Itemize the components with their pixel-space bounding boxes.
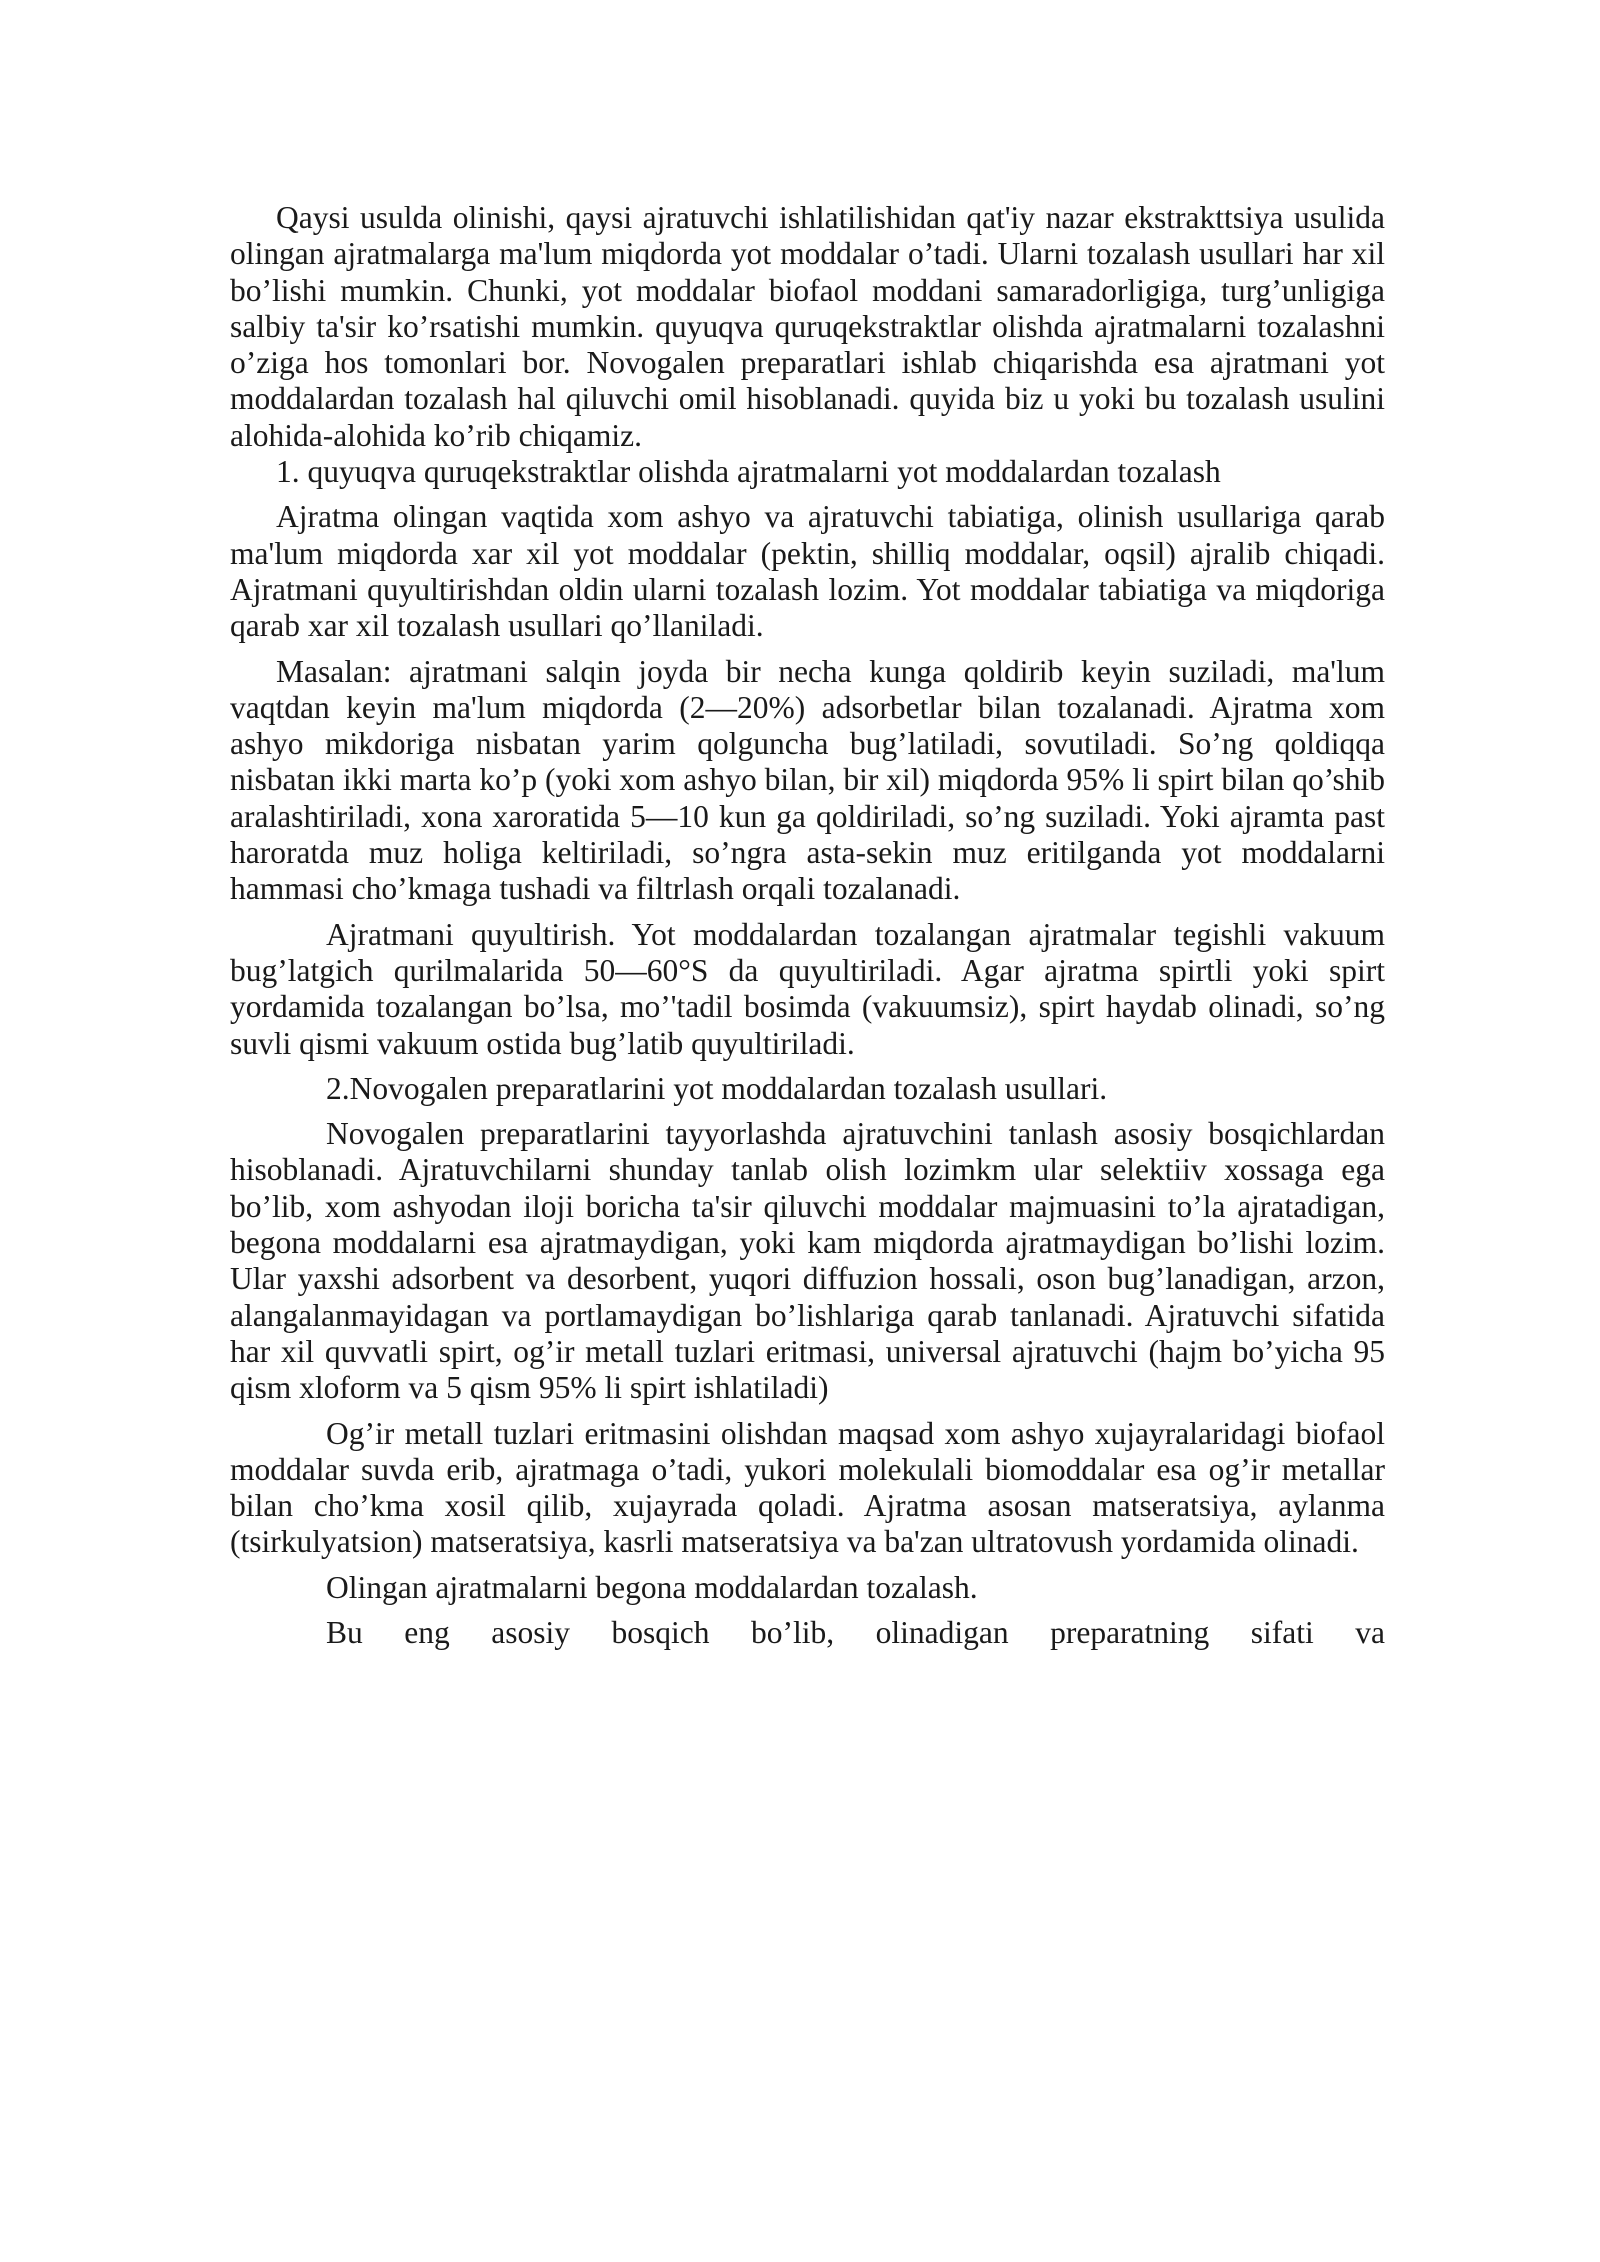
- heading-extract-cleaning: Olingan ajratmalarni begona moddalardan tozalash.: [326, 1569, 978, 1605]
- paragraph-main-stage: Bu eng asosiy bosqich bo’lib, olinadigan preparatning sifati va: [326, 1614, 1385, 1650]
- paragraph-concentration: Ajratmani quyultirish. Yot moddalardan tozalangan ajratmalar tegishli vakuum bug’latgich qurilmalarida 50—60°S da quyultiriladi. Agar ajratma spirtli yoki spirt yordamida tozalangan bo’lsa, mo’'tadil bosimda (vakuumsiz), spirt haydab olinadi, so’ng suvli qismi vakuum ostida bug’latib quyultiriladi.: [230, 916, 1385, 1061]
- paragraph-example-methods: Masalan: ajratmani salqin joyda bir necha kunga qoldirib keyin suziladi, ma'lum vaqtdan keyin ma'lum miqdorda (2—20%) adsorbetlar bilan tozalanadi. Ajratma xom ashyo mikdoriga nisbatan yarim qolguncha bug’latiladi, sovutiladi. So’ng qoldiqqa nisbatan ikki marta ko’p (yoki xom ashyo bilan, bir xil) miqdorda 95% li spirt bilan qo’shib aralashtiriladi, xona xaroratida 5—10 kun ga qoldiriladi, so’ng suziladi. Yoki ajramta past haroratda muz holiga keltiriladi, so’ngra asta-sekin muz eritilganda yot moddalarni hammasi cho’kmaga tushadi va filtrlash orqali tozalanadi.: [230, 653, 1385, 907]
- paragraph-impurities-intro: Qaysi usulda olinishi, qaysi ajratuvchi ishlatilishidan qat'iy nazar ekstrakttsiya usulida olingan ajratmalarga ma'lum miqdorda yot moddalar o’tadi. Ularni tozalash usullari har xil bo’lishi mumkin. Chunki, yot moddalar biofaol moddani samaradorligiga, turg’unligiga salbiy ta'sir ko’rsatishi mumkin. quyuqva quruqekstraktlar olishda ajratmalarni tozalashni o’ziga hos tomonlari bor. Novogalen preparatlari ishlab chiqarishda esa ajratmani yot moddalardan tozalash hal qiluvchi omil hisoblanadi. quyida biz u yoki bu tozalash usulini alohida-alohida ko’rib chiqamiz.: [230, 200, 1385, 453]
- paragraph-solvent-selection: Novogalen preparatlarini tayyorlashda ajratuvchini tanlash asosiy bosqichlardan hisoblanadi. Ajratuvchilarni shunday tanlab olish lozimkm ular selektiiv xossaga ega bo’lib, xom ashyodan iloji boricha ta'sir qiluvchi moddalar majmuasini to’la ajratadigan, begona moddalarni esa ajratmaydigan, yoki kam miqdorda ajratmaydigan bo’lishi lozim. Ular yaxshi adsorbent va desorbent, yuqori diffuzion hossali, oson bug’lanadigan, arzon, alangalanmayidagan va portlamaydigan bo’lishlariga qarab tanlanadi. Ajratuvchi sifatida har xil quvvatli spirt, og’ir metall tuzlari eritmasi, universal ajratuvchi (hajm bo’yicha 95 qism xloform va 5 qism 95% li spirt ishlatiladi): [230, 1116, 1385, 1406]
- section-heading-novogalen: 2.Novogalen preparatlarini yot moddalardan tozalash usullari.: [326, 1070, 1108, 1106]
- paragraph-heavy-metal-salts: Og’ir metall tuzlari eritmasini olishdan maqsad xom ashyo xujayralaridagi biofaol moddalar suvda erib, ajratmaga o’tadi, yukori molekulali biomoddalar esa og’ir metallar bilan cho’kma xosil qilib, xujayrada qoladi. Ajratma asosan matseratsiya, aylanma (tsirkulyatsion) matseratsiya, kasrli matseratsiya va ba'zan ultratovush yordamida olinadi.: [230, 1415, 1385, 1560]
- paragraph-impurity-types: Ajratma olingan vaqtida xom ashyo va ajratuvchi tabiatiga, olinish usullariga qarab ma'lum miqdorda xar xil yot moddalar (pektin, shilliq moddalar, oqsil) ajralib chiqadi. Ajratmani quyultirishdan oldin ularni tozalash lozim. Yot moddalar tabiatiga va miqdoriga qarab xar xil tozalash usullari qo’llaniladi.: [230, 499, 1385, 644]
- section-heading-extract-purification: 1. quyuqva quruqekstraktlar olishda ajratmalarni yot moddalardan tozalash: [276, 454, 1221, 490]
- document-page: [230, 200, 1385, 1651]
